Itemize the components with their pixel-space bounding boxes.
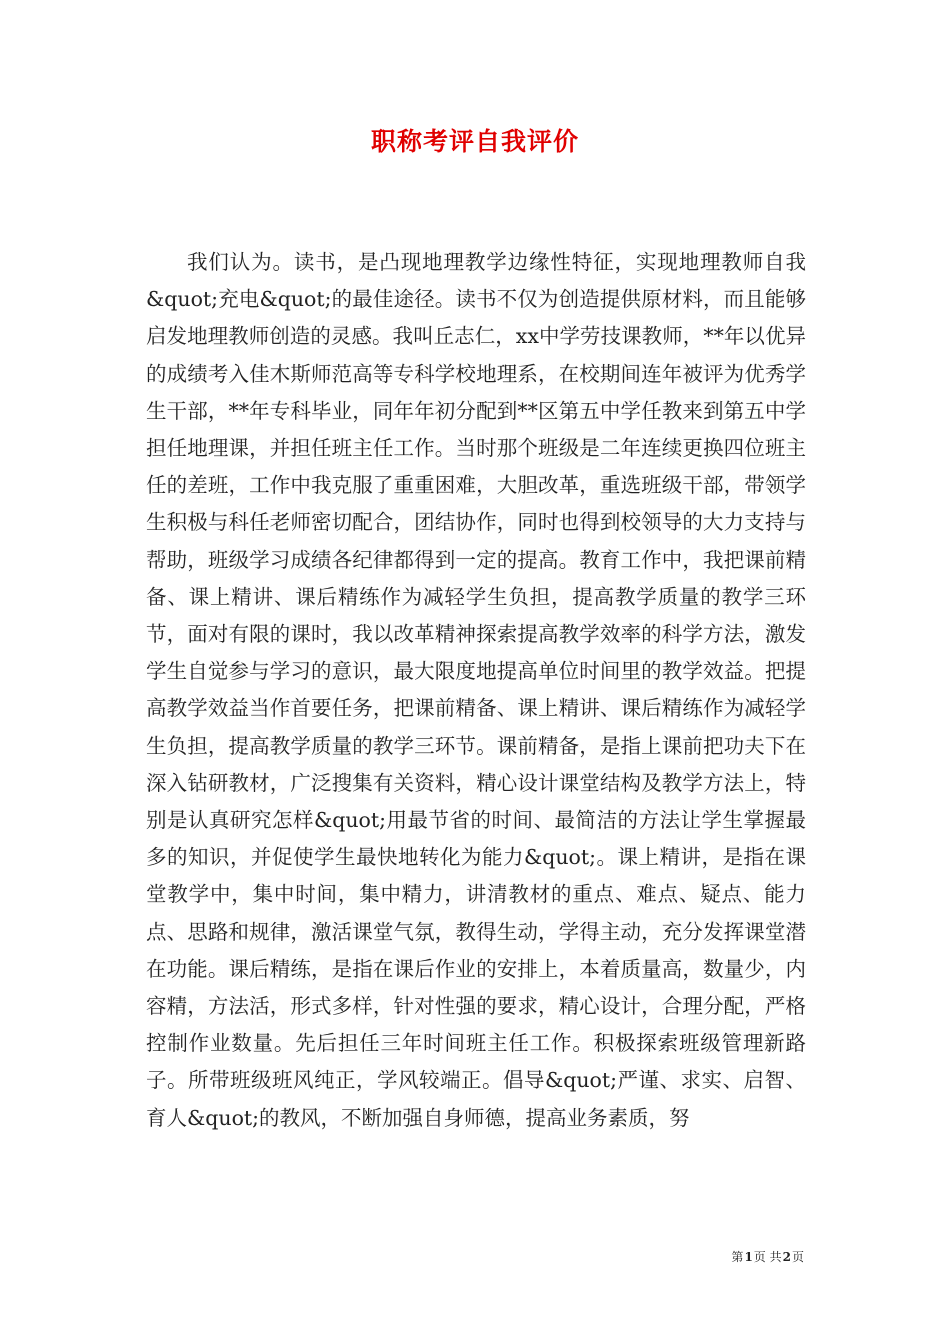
body-paragraph: 我们认为。读书，是凸现地理教学边缘性特征，实现地理教师自我&quot;充电&quot;的最佳途径。读书不仅为创造提供原材料，而且能够启发地理教师创造的灵感。我叫丘志仁，xx中学劳技课教师，**年以优异的成绩考入佳木斯师范高等专科学校地理系，在校期间连年被评为优秀学生干部，**年专科毕业，同年年初分配到**区第五中学任教来到第五中学担任地理课，并担任班主任工作。当时那个班级是二年连续更换四位班主任的差班，工作中我克服了重重困难，大胆改革，重选班级干部，带领学生积极与科任老师密切配合，团结协作，同时也得到校领导的大力支持与帮助，班级学习成绩各纪律都得到一定的提高。教育工作中，我把课前精备、课上精讲、课后精练作为减轻学生负担，提高教学质量的教学三环节，面对有限的课时，我以改革精神探索提高教学效率的科学方法，激发学生自觉参与学习的意识，最大限度地提高单位时间里的教学效益。把提高教学效益当作首要任务，把课前精备、课上精讲、课后精练作为减轻学生负担，提高教学质量的教学三环节。课前精备，是指上课前把功夫下在深入钻研教材，广泛搜集有关资料，精心设计课堂结构及教学方法上，特别是认真研究怎样&quot;用最节省的时间、最简洁的方法让学生掌握最多的知识，并促使学生最快地转化为能力&quot;。课上精讲，是指在课堂教学中，集中时间，集中精力，讲清教材的重点、难点、疑点、能力点、思路和规律，激活课堂气氛，教得生动，学得主动，充分发挥课堂潜在功能。课后精练，是指在课后作业的安排上，本着质量高，数量少，内容精，方法活，形式多样，针对性强的要求，精心设计，合理分配，严格控制作业数量。先后担任三年时间班主任工作。积极探索班级管理新路子。所带班级班风纯正，学风较端正。倡导&quot;严谨、求实、启智、育人&quot;的教风，不断加强自身师德，提高业务素质，努 <box>146 250 806 1130</box>
document-title: 职称考评自我评价 <box>370 127 579 156</box>
footer-prefix: 第 <box>731 1250 744 1264</box>
document-body <box>146 244 806 1137</box>
footer-middle: 页 共 <box>753 1250 782 1264</box>
footer-current-page: 1 <box>744 1250 753 1264</box>
footer-total-pages: 2 <box>782 1250 791 1264</box>
footer-suffix: 页 <box>791 1250 804 1264</box>
page-number-footer <box>731 1248 804 1265</box>
